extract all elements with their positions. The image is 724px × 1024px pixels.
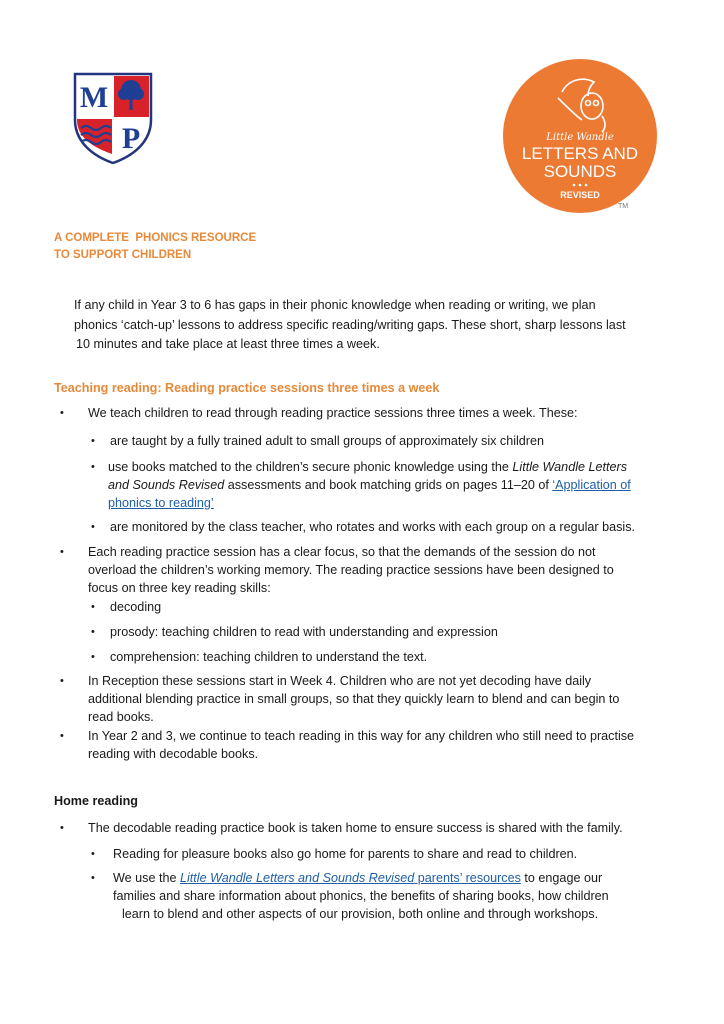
sub2-italic-2: and Sounds Revised	[108, 478, 225, 492]
home-sub2-line-3: learn to blend and other aspects of our provision, both online and through workshops.	[122, 907, 599, 921]
b2-line-1: Each reading practice session has a clear focus, so that the demands of the session do not	[88, 545, 596, 559]
teaching-b2-sub-1: decoding	[110, 600, 162, 614]
parents-resources-link-italic: Little Wandle Letters and Sounds Revised	[179, 871, 415, 885]
teaching-sub-1: are taught by a fully trained adult to small groups of approximately six children	[110, 434, 545, 448]
badge-line-1: Little Wandle	[546, 132, 614, 143]
bullet-icon: •	[91, 626, 95, 638]
home-sub2-line-2: families and share information about phonics, the benefits of sharing books, how children	[113, 889, 609, 903]
teaching-sub-3: are monitored by the class teacher, who rotates and works with each group on a regular basis.	[110, 520, 636, 534]
teaching-bullet-1: We teach children to read through reading practice sessions three times a week. These:	[88, 406, 578, 420]
bullet-icon: •	[60, 546, 64, 558]
bullet-icon: •	[91, 461, 95, 473]
bullet-icon: •	[91, 872, 95, 884]
teaching-heading: Teaching reading: Reading practice sessions three times a week	[54, 381, 440, 395]
teaching-b2-sub-3: comprehension: teaching children to understand the text.	[110, 650, 428, 664]
b3-line-3: read books.	[88, 710, 154, 724]
b3-line-1: In Reception these sessions start in Week 4. Children who are not yet decoding have daily	[88, 674, 592, 688]
bullet-icon: •	[91, 651, 95, 663]
b4-line-2: reading with decodable books.	[88, 747, 259, 761]
home-bullet-1: The decodable reading practice book is taken home to ensure success is shared with the family.	[88, 821, 623, 835]
b3-line-2: additional blending practice in small groups, so that they quickly learn to blend and can begin to	[88, 692, 620, 706]
sub2-italic-1: Little Wandle Letters	[512, 460, 627, 474]
application-of-phonics-link[interactable]: ‘Application of	[552, 478, 631, 492]
intro-line-3: 10 minutes and take place at least three times a week.	[76, 337, 380, 351]
teaching-bullet-4	[88, 727, 634, 763]
badge-line-3: SOUNDS	[543, 162, 617, 181]
bullet-icon: •	[91, 435, 95, 447]
home-sub2-pre: We use the	[113, 871, 180, 885]
b4-line-1: In Year 2 and 3, we continue to teach reading in this way for any children who still need to practise	[88, 729, 635, 743]
bullet-icon: •	[60, 822, 64, 834]
application-of-phonics-link-cont[interactable]: phonics to reading’	[108, 496, 214, 510]
bullet-icon: •	[91, 848, 95, 860]
title-line-1: A COMPLETE PHONICS RESOURCE	[54, 232, 257, 244]
b2-line-3: focus on three key reading skills:	[88, 581, 271, 595]
teaching-sub-2	[108, 458, 678, 512]
badge-line-2: LETTERS AND	[521, 144, 639, 163]
bullet-icon: •	[91, 521, 95, 533]
intro-line-2: phonics ‘catch-up’ lessons to address specific reading/writing gaps. These short, sharp lessons last	[74, 317, 626, 332]
teaching-bullet-3	[88, 672, 619, 726]
intro-paragraph	[74, 296, 674, 355]
parents-resources-link-rest: parents’ resources	[414, 871, 521, 885]
stars-icon	[573, 184, 588, 187]
school-crest-logo	[73, 72, 153, 164]
sub2-text-mid: assessments and book matching grids on pages 11–20 of	[224, 478, 553, 492]
teaching-b2-sub-2: prosody: teaching children to read with understanding and expression	[110, 625, 498, 639]
bullet-icon: •	[60, 407, 64, 419]
little-wandle-logo	[502, 58, 658, 214]
home-reading-heading: Home reading	[54, 794, 138, 808]
crest-letter-p: P	[121, 122, 141, 155]
home-sub-2	[113, 869, 683, 923]
bullet-icon: •	[60, 730, 64, 742]
parents-resources-link[interactable]	[180, 871, 521, 885]
trademark-mark: TM	[618, 203, 629, 210]
teaching-bullet-2	[88, 543, 614, 597]
page-title	[54, 230, 256, 264]
crest-letter-m: M	[79, 81, 109, 114]
home-sub2-post: to engage our	[520, 871, 603, 885]
bullet-icon: •	[60, 675, 64, 687]
intro-line-1: If any child in Year 3 to 6 has gaps in their phonic knowledge when reading or writing, we plan	[74, 298, 596, 312]
badge-line-4: REVISED	[560, 190, 600, 200]
home-sub-1: Reading for pleasure books also go home for parents to share and read to children.	[113, 847, 578, 861]
bullet-icon: •	[91, 601, 95, 613]
b2-line-2: overload the children’s working memory. The reading practice sessions have been designed to	[88, 563, 614, 577]
title-line-2: TO SUPPORT CHILDREN	[54, 249, 192, 261]
sub2-text-pre: use books matched to the children’s secure phonic knowledge using the	[108, 460, 513, 474]
